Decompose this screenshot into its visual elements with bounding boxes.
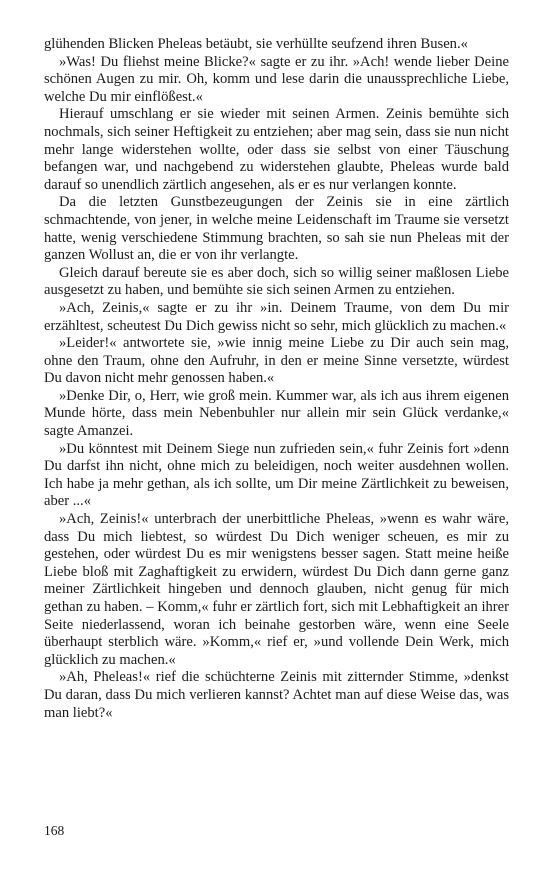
paragraph: »Denke Dir, o, Herr, wie groß mein. Kummer war, als ich aus ihrem eigenen Munde hörte, dass mein Nebenbuhler nur allein mir sein Glück verdanke,« sagte Amanzei. [44,387,509,440]
paragraph: »Du könntest mit Deinem Siege nun zufrieden sein,« fuhr Zeinis fort »denn Du darfst ihn nicht, ohne mich zu beleidigen, noch weiter ausdehnen wollen. Ich habe ja mehr gethan, als ich sollte, um Dir meine Zärtlichkeit zu beweisen, aber ...« [44,440,509,510]
paragraph: Gleich darauf bereute sie es aber doch, sich so willig seiner maßlosen Liebe ausgesetzt zu haben, und bemühte sie sich seinen Armen zu entziehen. [44,264,509,299]
paragraph: Hierauf umschlang er sie wieder mit seinen Armen. Zeinis bemühte sich nochmals, sich seiner Heftigkeit zu entziehen; aber mag sein, dass sie nun nicht mehr lange widerstehen wollte, oder dass sie selbst von einer Täuschung befangen war, und nachgebend zu widerstehen glaubte, Pheleas wurde bald darauf so unendlich zärtlich angesehen, als er es nur verlangen konnte. [44,106,509,193]
paragraph: »Ach, Zeinis,« sagte er zu ihr »in. Deinem Traume, von dem Du mir erzähltest, scheutest Du Dich gewiss nicht so sehr, mich glücklich zu machen.« [44,299,509,334]
paragraph: »Leider!« antwortete sie, »wie innig meine Liebe zu Dir auch sein mag, ohne den Traum, ohne den Aufruhr, in den er meine Sinne versetzte, würdest Du davon nicht mehr genossen haben.« [44,335,509,387]
paragraph: »Ach, Zeinis!« unterbrach der unerbittliche Pheleas, »wenn es wahr wäre, dass Du mich liebtest, so würdest Du Dich weniger scheuen, es mir zu gestehen, oder würdest Du es mir wenigstens besser sagen. Statt meine heiße Liebe bloß mit Zaghaftigkeit zu erwidern, würdest Du Dich dann gerne ganz meiner Zärtlichkeit hingeben und dennoch glauben, nicht genug für mich gethan zu haben. – Komm,« fuhr er zärtlich fort, sich mit Lebhaftigkeit an ihrer Seite niederlassend, woran ich beinahe gestorben wäre, wenn eine Seele überhaupt sterblich wäre. »Komm,« rief er, »und vollende Dein Werk, mich glücklich zu machen.« [44,511,509,668]
paragraph: »Was! Du fliehst meine Blicke?« sagte er zu ihr. »Ach! wende lieber Deine schönen Augen zu mir. Oh, komm und lese darin die unaussprechliche Liebe, welche Du mir einflößest.« [44,53,509,105]
paragraph-continued: glühenden Blicken Pheleas betäubt, sie verhüllte seufzend ihren Busen.« [44,36,468,52]
paragraph: »Ah, Pheleas!« rief die schüchterne Zeinis mit zitternder Stimme, »denkst Du daran, dass Du mich verlieren kannst? Achtet man auf diese Weise das, was man liebt?« [44,669,509,721]
paragraph: Da die letzten Gunstbezeugungen der Zeinis sie in eine zärtlich schmachtende, von jener, in welche meine Leidenschaft im Traume sie versetzt hatte, wenig verschiedene Stimmung brachten, so sah sie nun Pheleas mit der ganzen Wollust an, die er von ihr verlangte. [44,194,509,264]
page-number: 168 [44,823,65,838]
page-body [44,36,509,722]
